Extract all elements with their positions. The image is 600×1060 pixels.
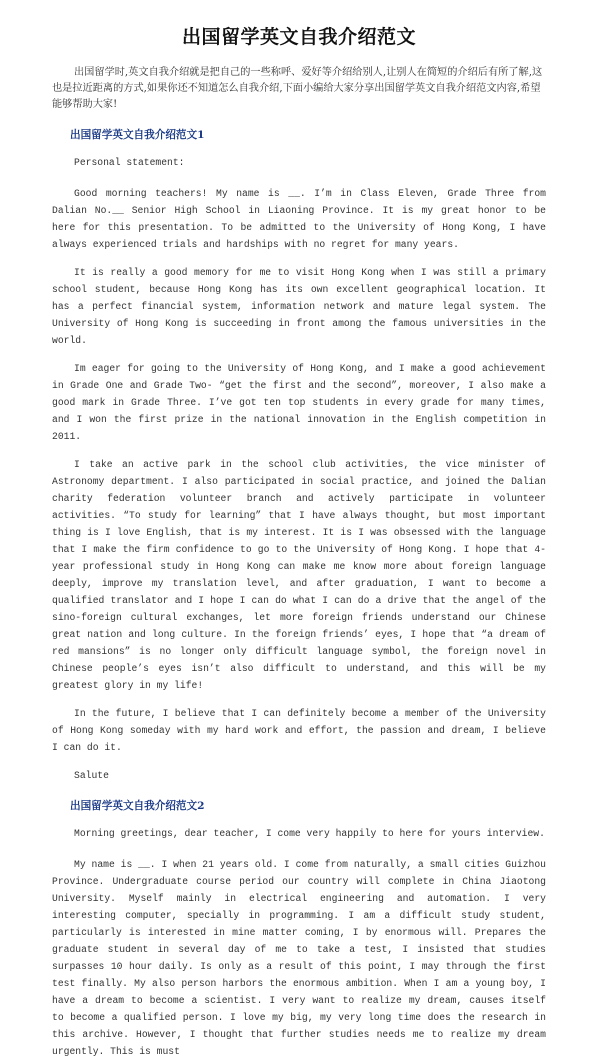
intro-paragraph: 出国留学时,英文自我介绍就是把自己的一些称呼、爱好等介绍给别人,让别人在简短的介绍后有所了解,这也是拉近距离的方式,如果你还不知道怎么自我介绍,下面小编给大家分享出国留学英文自我介绍范文内容,希望能够帮助大家! [52,67,543,110]
paragraph: My name is __. I when 21 years old. I come from naturally, a small cities Guizhou Province. Undergraduate course period our country will complete in China Jiaotong University. Myself mainly in electrical engineering and automation. I very interesting computer, specially in programming. I am a difficult study student, particularly is interested in mine matter coming, I by enormous will. Prepares the graduate student in several day of me to take a test, I insisted that studies surpasses 10 hour daily. Is only as a result of this point, I may through the first test finally. My also person harbors the enormous ambition. When I am a young boy, I have a dream to become a scientist. I very want to realize my dream, causes itself to become a qualified person. I love my big, my very long time does the research in this archive. However, I thought that further studies needs me to realize my dream urgently. This is must [52,859,546,1057]
document-title: 出国留学英文自我介绍范文 [181,27,416,48]
paragraph: Im eager for going to the University of Hong Kong, and I make a good achievement in Grade One and Grade Two- “get the first and the second”, moreover, I also make a good mark in Grade Three. I’ve got ten top students in every grade for many times, and I won the first prize in the national innovation in the English competition in 2011. [52,363,546,442]
paragraph: In the future, I believe that I can definitely become a member of the University of Hong Kong someday with my hard work and effort, the passion and dream, I believe I can do it. [52,708,546,753]
paragraph: I take an active park in the school club activities, the vice minister of Astronomy department. I also participated in social practice, and joined the Dalian charity federation volunteer branch and actively participate in volunteer activities. “To study for learning” that I have always thought, but most important thing is I love English, that is my interest. It is I was obsessed with the language that I make the firm confidence to go to the University of Hong Kong. I hope that 4-year professional study in Hong Kong can make me know more about foreign language deeply, improve my translation level, and after graduation, I want to become a qualified translator and I hope I can do what I can do a drive that the angel of the sino-foreign cultural exchanges, let more foreign friends understand our Chinese great nation and long culture. In the foreign friends’ eyes, I hope that “a dream of red mansions” is no longer only difficult language symbol, the foreign novel in Chinese people’s eyes isn’t also difficult to understand, and this will be my greatest glory in my life! [52,459,546,691]
section-1-heading: 出国留学英文自我介绍范文1 [70,129,205,141]
paragraph: Morning greetings, dear teacher, I come very happily to here for yours interview. [74,828,545,839]
paragraph: Good morning teachers! My name is __. I’m in Class Eleven, Grade Three from Dalian No.__ Senior High School in Liaoning Province. It is my great honor to be here for this presentation. To be admitted to the University of Hong Kong, I have always experienced trials and hardships with no regret for many years. [52,188,546,250]
paragraph: Salute [74,770,109,781]
paragraph: Personal statement: [74,157,185,168]
paragraph: It is really a good memory for me to visit Hong Kong when I was still a primary school student, because Hong Kong has its own excellent geographical location. It has a perfect financial system, information network and mature legal system. The University of Hong Kong is succeeding in front among the famous universities in the world. [52,267,546,346]
section-2-heading: 出国留学英文自我介绍范文2 [70,800,205,812]
